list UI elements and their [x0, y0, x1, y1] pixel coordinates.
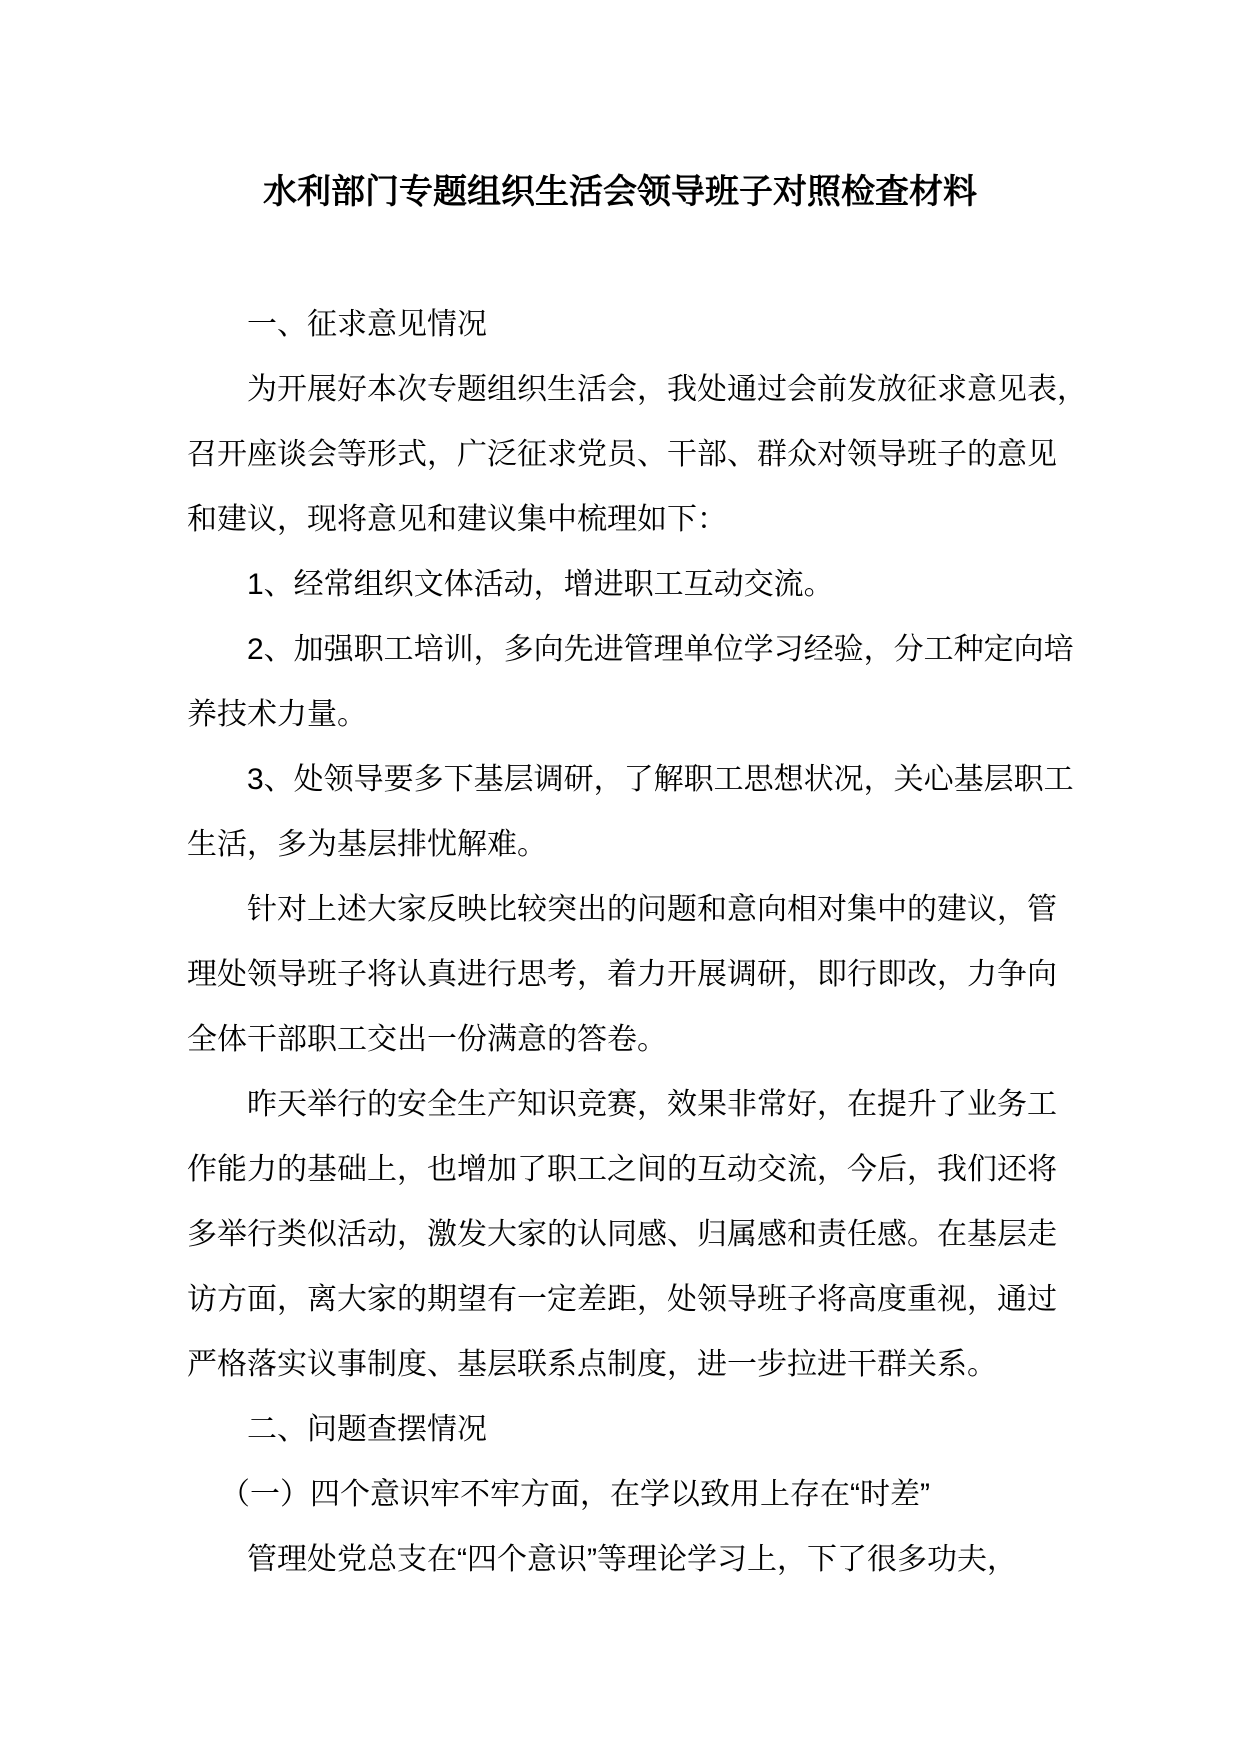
text-line: （一）四个意识牢不牢方面，在学以致用上存在“时差” — [220, 1478, 930, 1511]
text-line: 昨天举行的安全生产知识竞赛，效果非常好，在提升了业务工 — [247, 1088, 1057, 1121]
text-line: 为开展好本次专题组织生活会，我处通过会前发放征求意见表， — [247, 373, 1087, 406]
text-line: 多举行类似活动，激发大家的认同感、归属感和责任感。在基层走 — [187, 1218, 1057, 1251]
text-line: 3、处领导要多下基层调研，了解职工思想状况，关心基层职工 — [247, 763, 1074, 796]
document-body — [187, 292, 1087, 1592]
text-line: 一、征求意见情况 — [247, 308, 487, 341]
text-line: 养技术力量。 — [187, 698, 367, 731]
text-line: 访方面，离大家的期望有一定差距，处领导班子将高度重视，通过 — [187, 1283, 1057, 1316]
text-line: 针对上述大家反映比较突出的问题和意向相对集中的建议，管 — [247, 893, 1057, 926]
text-line: 2、加强职工培训，多向先进管理单位学习经验，分工种定向培 — [247, 633, 1074, 666]
text-line: 二、问题查摆情况 — [247, 1413, 487, 1446]
text-line: 作能力的基础上，也增加了职工之间的互动交流，今后，我们还将 — [187, 1153, 1057, 1186]
text-line: 理处领导班子将认真进行思考，着力开展调研，即行即改，力争向 — [187, 958, 1057, 991]
document-title: 水利部门专题组织生活会领导班子对照检查材料 — [263, 173, 977, 211]
text-line: 严格落实议事制度、基层联系点制度，进一步拉进干群关系。 — [187, 1348, 997, 1381]
text-line: 管理处党总支在“四个意识”等理论学习上，下了很多功夫， — [247, 1543, 1017, 1576]
text-line: 1、经常组织文体活动，增进职工互动交流。 — [247, 568, 834, 601]
text-line: 召开座谈会等形式，广泛征求党员、干部、群众对领导班子的意见 — [187, 438, 1057, 471]
text-line: 生活，多为基层排忧解难。 — [187, 828, 547, 861]
text-line: 全体干部职工交出一份满意的答卷。 — [187, 1023, 667, 1056]
text-line: 和建议，现将意见和建议集中梳理如下： — [187, 503, 727, 536]
